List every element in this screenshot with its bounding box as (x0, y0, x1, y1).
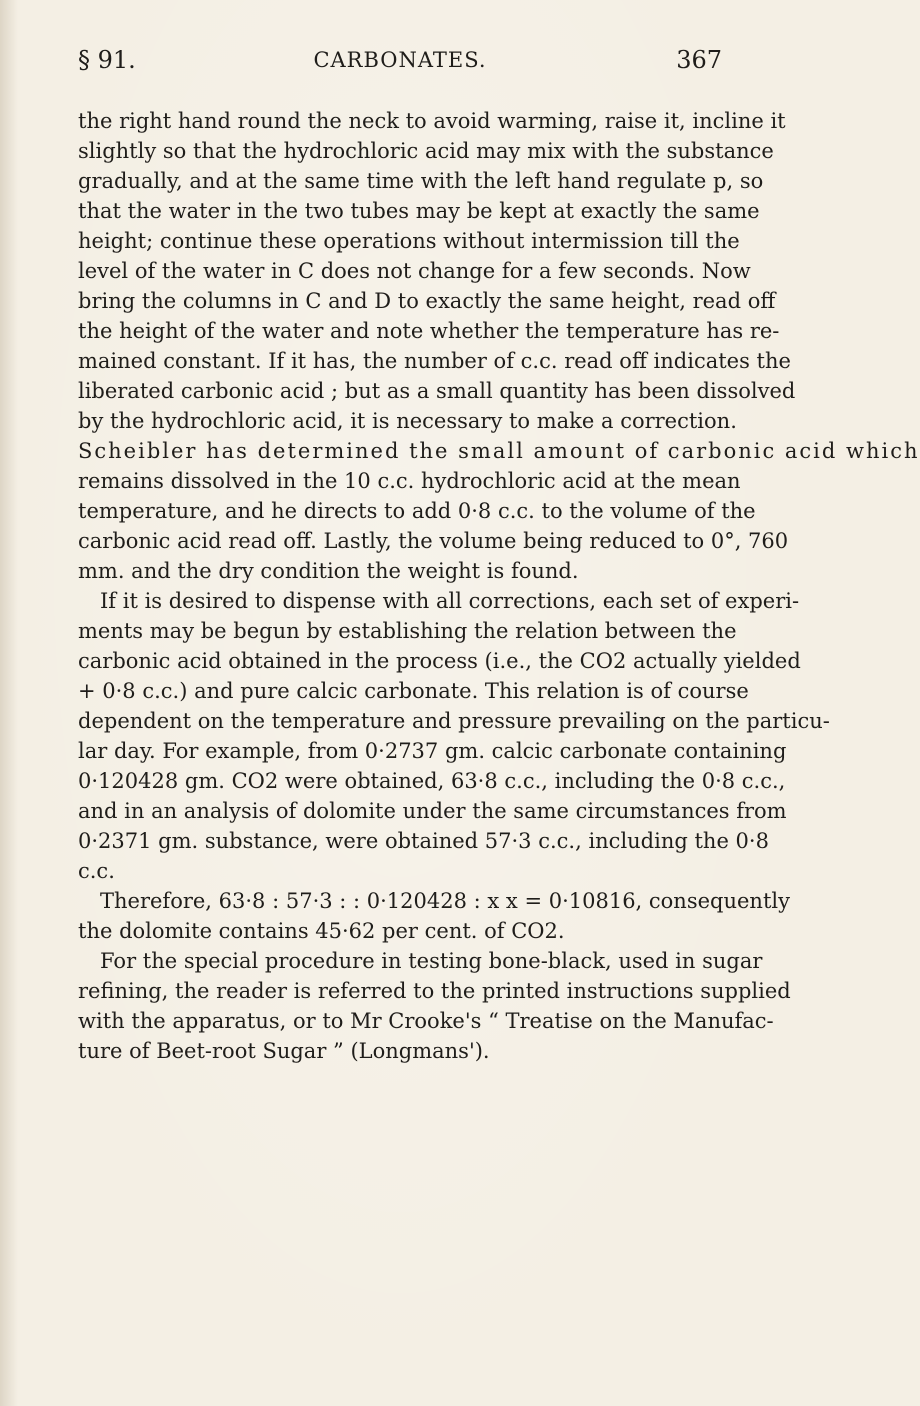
text-line: gradually, and at the same time with the left hand regulate p, so (78, 169, 764, 193)
text-line: ments may be begun by establishing the relation between the (78, 619, 737, 643)
section-number: § 91. (78, 46, 136, 74)
text-line: carbonic acid obtained in the process (i.e., the CO2 actually yielded (78, 649, 801, 673)
text-line: For the special procedure in testing bone-black, used in sugar (100, 949, 763, 973)
text-line: Therefore, 63·8 : 57·3 : : 0·120428 : x x = 0·10816, consequently (100, 889, 790, 913)
page-number: 367 (676, 46, 722, 74)
text-line: bring the columns in C and D to exactly the same height, read off (78, 289, 776, 313)
text-line: mained constant. If it has, the number of c.c. read off indicates the (78, 349, 791, 373)
text-line: the dolomite contains 45·62 per cent. of CO2. (78, 919, 565, 943)
text-line: 0·120428 gm. CO2 were obtained, 63·8 c.c., including the 0·8 c.c., (78, 769, 786, 793)
text-line: that the water in the two tubes may be kept at exactly the same (78, 199, 760, 223)
text-line: Scheibler has determined the small amount of carbonic acid which (78, 439, 920, 463)
text-line: If it is desired to dispense with all corrections, each set of experi- (100, 589, 800, 613)
text-line: remains dissolved in the 10 c.c. hydrochloric acid at the mean (78, 469, 741, 493)
text-line: 0·2371 gm. substance, were obtained 57·3 c.c., including the 0·8 (78, 829, 769, 853)
text-line: carbonic acid read off. Lastly, the volume being reduced to 0°, 760 (78, 529, 789, 553)
text-line: dependent on the temperature and pressure prevailing on the particu- (78, 709, 830, 733)
chapter-title: CARBONATES. (313, 48, 487, 72)
text-line: the height of the water and note whether the temperature has re- (78, 319, 780, 343)
text-line: level of the water in C does not change for a few seconds. Now (78, 259, 751, 283)
text-line: by the hydrochloric acid, it is necessary to make a correction. (78, 409, 737, 433)
text-line: height; continue these operations without intermission till the (78, 229, 740, 253)
page-edge-shadow (0, 0, 18, 1406)
text-line: lar day. For example, from 0·2737 gm. calcic carbonate containing (78, 739, 787, 763)
text-line: liberated carbonic acid ; but as a small quantity has been dissolved (78, 379, 796, 403)
text-line: with the apparatus, or to Mr Crooke's “ Treatise on the Manufac- (78, 1009, 774, 1033)
text-line: temperature, and he directs to add 0·8 c.c. to the volume of the (78, 499, 756, 523)
text-line: and in an analysis of dolomite under the same circumstances from (78, 799, 787, 823)
text-line: slightly so that the hydrochloric acid may mix with the substance (78, 139, 774, 163)
text-line: the right hand round the neck to avoid warming, raise it, incline it (78, 109, 786, 133)
text-line: refining, the reader is referred to the printed instructions supplied (78, 979, 791, 1003)
running-head (78, 40, 722, 80)
text-line: c.c. (78, 859, 115, 883)
text-line: + 0·8 c.c.) and pure calcic carbonate. This relation is of course (78, 679, 749, 703)
text-line: ture of Beet-root Sugar ” (Longmans'). (78, 1039, 490, 1063)
text-line: mm. and the dry condition the weight is found. (78, 559, 579, 583)
body-text (78, 106, 920, 1066)
